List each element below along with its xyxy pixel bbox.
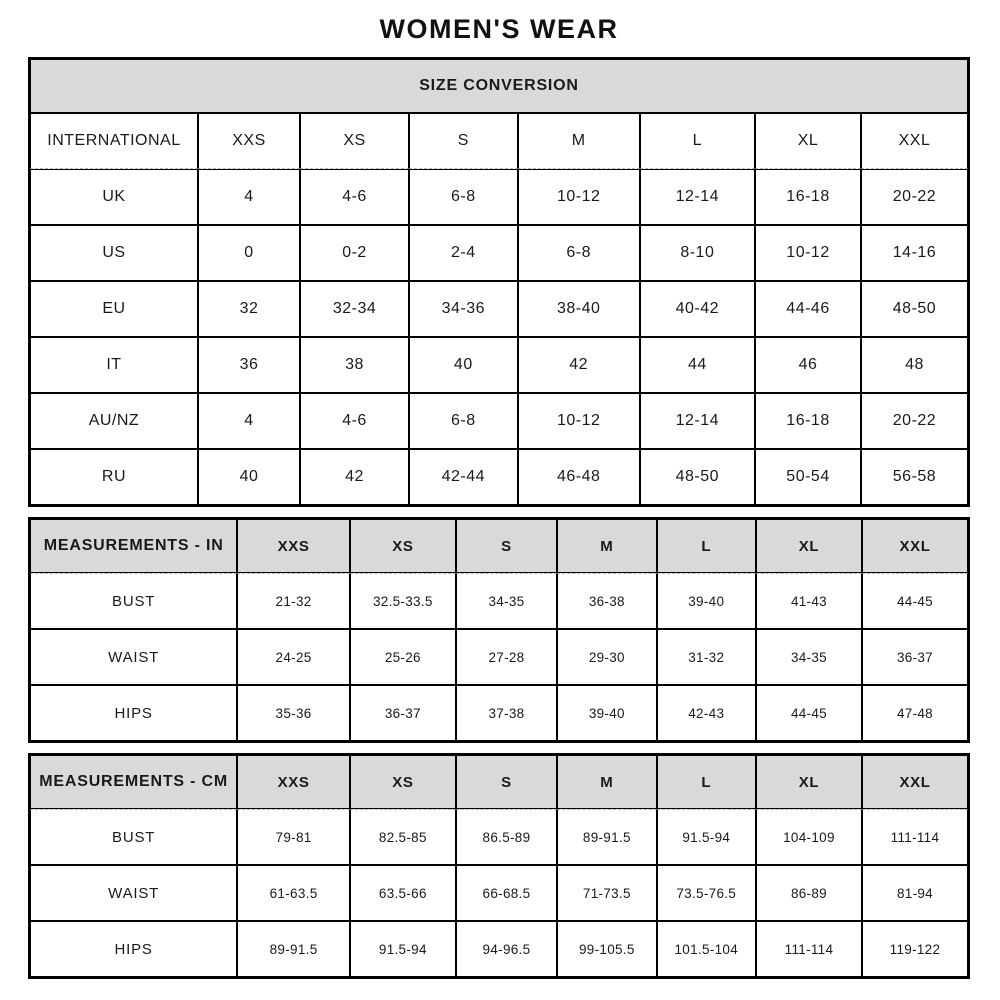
value-cell: 10-12: [755, 225, 861, 281]
size-header: XXL: [862, 755, 968, 809]
value-cell: 42: [518, 337, 640, 393]
value-cell: 94-96.5: [456, 921, 557, 977]
measurements-cm-header-row: [30, 755, 968, 809]
value-cell: 20-22: [861, 393, 968, 449]
size-header: S: [456, 519, 557, 573]
table-row: [30, 921, 968, 977]
value-cell: 73.5-76.5: [657, 865, 756, 921]
value-cell: 48-50: [861, 281, 968, 337]
value-cell: 46: [755, 337, 861, 393]
value-cell: 71-73.5: [557, 865, 656, 921]
size-header: XS: [350, 519, 456, 573]
value-cell: 2-4: [409, 225, 518, 281]
value-cell: 10-12: [518, 169, 640, 225]
value-cell: 29-30: [557, 629, 656, 685]
page-title: WOMEN'S WEAR: [379, 14, 619, 44]
value-cell: 40-42: [640, 281, 755, 337]
size-header: M: [557, 755, 656, 809]
value-cell: 63.5-66: [350, 865, 456, 921]
value-cell: 36: [198, 337, 300, 393]
value-cell: 25-26: [350, 629, 456, 685]
value-cell: 79-81: [237, 809, 350, 865]
size-header-row: [30, 113, 968, 169]
row-label-uk: UK: [30, 169, 198, 225]
table-row: [30, 685, 968, 741]
table-row: [30, 449, 968, 505]
value-cell: 91.5-94: [657, 809, 756, 865]
value-cell: 44-46: [755, 281, 861, 337]
value-cell: 56-58: [861, 449, 968, 505]
row-label-waist: WAIST: [30, 629, 237, 685]
value-cell: 46-48: [518, 449, 640, 505]
value-cell: 0: [198, 225, 300, 281]
table-title-row: [30, 59, 968, 113]
value-cell: 34-36: [409, 281, 518, 337]
value-cell: 36-37: [350, 685, 456, 741]
value-cell: 44-45: [756, 685, 862, 741]
row-label-us: US: [30, 225, 198, 281]
row-label-ru: RU: [30, 449, 198, 505]
value-cell: 86-89: [756, 865, 862, 921]
value-cell: 27-28: [456, 629, 557, 685]
table-row: [30, 865, 968, 921]
value-cell: 44: [640, 337, 755, 393]
value-cell: 47-48: [862, 685, 968, 741]
value-cell: 6-8: [409, 169, 518, 225]
size-header: XS: [350, 755, 456, 809]
table-row: [30, 281, 968, 337]
value-cell: 34-35: [756, 629, 862, 685]
size-header: XL: [755, 113, 861, 169]
value-cell: 42-43: [657, 685, 756, 741]
value-cell: 21-32: [237, 573, 350, 629]
page: [28, 0, 970, 979]
value-cell: 40: [198, 449, 300, 505]
value-cell: 38-40: [518, 281, 640, 337]
size-conversion-title: SIZE CONVERSION: [30, 59, 968, 113]
measurements-cm-title: MEASUREMENTS - CM: [30, 755, 237, 809]
value-cell: 61-63.5: [237, 865, 350, 921]
row-label-aunz: AU/NZ: [30, 393, 198, 449]
value-cell: 16-18: [755, 393, 861, 449]
table-row: [30, 573, 968, 629]
value-cell: 10-12: [518, 393, 640, 449]
value-cell: 89-91.5: [237, 921, 350, 977]
value-cell: 39-40: [557, 685, 656, 741]
size-header: S: [409, 113, 518, 169]
row-label-bust: BUST: [30, 573, 237, 629]
size-header: L: [640, 113, 755, 169]
value-cell: 12-14: [640, 393, 755, 449]
value-cell: 42-44: [409, 449, 518, 505]
size-header: L: [657, 519, 756, 573]
size-header: XXL: [862, 519, 968, 573]
size-header: L: [657, 755, 756, 809]
size-header: M: [518, 113, 640, 169]
value-cell: 4-6: [300, 169, 409, 225]
value-cell: 89-91.5: [557, 809, 656, 865]
value-cell: 42: [300, 449, 409, 505]
value-cell: 4: [198, 169, 300, 225]
size-header: XXS: [198, 113, 300, 169]
table-row: [30, 225, 968, 281]
value-cell: 82.5-85: [350, 809, 456, 865]
value-cell: 12-14: [640, 169, 755, 225]
value-cell: 99-105.5: [557, 921, 656, 977]
value-cell: 40: [409, 337, 518, 393]
row-label-it: IT: [30, 337, 198, 393]
table-row: [30, 629, 968, 685]
value-cell: 14-16: [861, 225, 968, 281]
value-cell: 91.5-94: [350, 921, 456, 977]
value-cell: 111-114: [862, 809, 968, 865]
size-header: M: [557, 519, 656, 573]
row-label-hips: HIPS: [30, 685, 237, 741]
value-cell: 8-10: [640, 225, 755, 281]
size-header: XS: [300, 113, 409, 169]
value-cell: 20-22: [861, 169, 968, 225]
value-cell: 50-54: [755, 449, 861, 505]
value-cell: 36-37: [862, 629, 968, 685]
value-cell: 111-114: [756, 921, 862, 977]
row-label-bust: BUST: [30, 809, 237, 865]
size-header: XL: [756, 755, 862, 809]
value-cell: 104-109: [756, 809, 862, 865]
size-header: XL: [756, 519, 862, 573]
measurements-in-header-row: [30, 519, 968, 573]
value-cell: 48: [861, 337, 968, 393]
value-cell: 86.5-89: [456, 809, 557, 865]
row-label-waist: WAIST: [30, 865, 237, 921]
size-header: XXS: [237, 519, 350, 573]
value-cell: 36-38: [557, 573, 656, 629]
value-cell: 32-34: [300, 281, 409, 337]
value-cell: 24-25: [237, 629, 350, 685]
value-cell: 39-40: [657, 573, 756, 629]
value-cell: 37-38: [456, 685, 557, 741]
value-cell: 48-50: [640, 449, 755, 505]
size-header: XXS: [237, 755, 350, 809]
row-label-hips: HIPS: [30, 921, 237, 977]
table-row: [30, 393, 968, 449]
measurements-cm-table: [28, 753, 970, 979]
size-header: XXL: [861, 113, 968, 169]
value-cell: 6-8: [409, 393, 518, 449]
row-label-eu: EU: [30, 281, 198, 337]
value-cell: 119-122: [862, 921, 968, 977]
value-cell: 38: [300, 337, 409, 393]
table-row: [30, 809, 968, 865]
value-cell: 4-6: [300, 393, 409, 449]
value-cell: 66-68.5: [456, 865, 557, 921]
value-cell: 31-32: [657, 629, 756, 685]
measurements-in-table: [28, 517, 970, 743]
international-header: INTERNATIONAL: [30, 113, 198, 169]
value-cell: 44-45: [862, 573, 968, 629]
value-cell: 101.5-104: [657, 921, 756, 977]
value-cell: 81-94: [862, 865, 968, 921]
value-cell: 0-2: [300, 225, 409, 281]
measurements-in-title: MEASUREMENTS - IN: [30, 519, 237, 573]
value-cell: 34-35: [456, 573, 557, 629]
table-row: [30, 337, 968, 393]
table-row: [30, 169, 968, 225]
size-header: S: [456, 755, 557, 809]
size-conversion-table: [28, 57, 970, 507]
value-cell: 32.5-33.5: [350, 573, 456, 629]
value-cell: 6-8: [518, 225, 640, 281]
value-cell: 35-36: [237, 685, 350, 741]
value-cell: 32: [198, 281, 300, 337]
value-cell: 41-43: [756, 573, 862, 629]
value-cell: 4: [198, 393, 300, 449]
value-cell: 16-18: [755, 169, 861, 225]
